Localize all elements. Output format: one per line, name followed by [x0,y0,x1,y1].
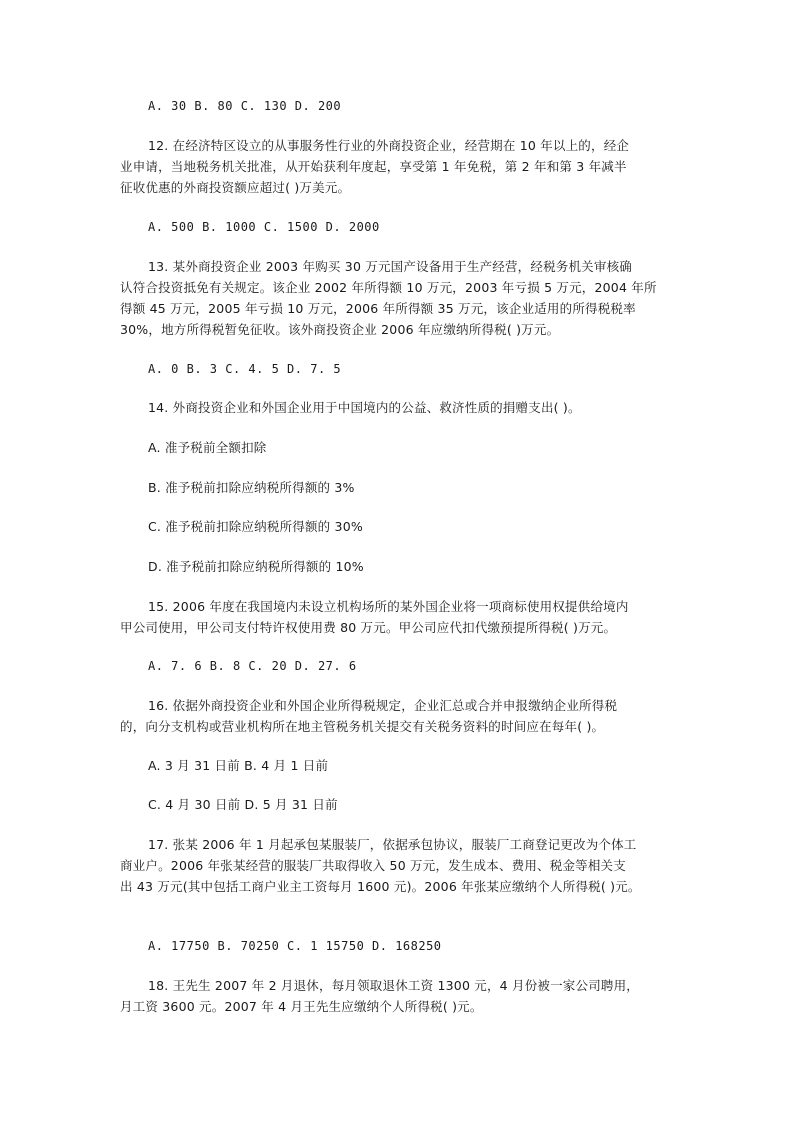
q16-options-cd: C. 4 月 30 日前 D. 5 月 31 日前 [148,797,338,812]
q16-line-2: 的，向分支机构或营业机构所在地主管税务机关提交有关税务资料的时间应在每年( )。 [120,719,605,734]
q12-line-1: 12. 在经济特区设立的从事服务性行业的外商投资企业，经营期在 10 年以上的，经企 [148,138,630,153]
q15-line-1: 15. 2006 年度在我国境内未设立机构场所的某外国企业将一项商标使用权提供给境内 [148,599,629,614]
q17-line-2: 商业户。2006 年张某经营的服装厂共取得收入 50 万元，发生成本、费用、税金等相关支 [120,858,626,873]
q15-options: A. 7. 6 B. 8 C. 20 D. 27. 6 [148,659,357,673]
q12-options: A. 500 B. 1000 C. 1500 D. 2000 [148,220,380,234]
q13-line-1: 13. 某外商投资企业 2003 年购买 30 万元国产设备用于生产经营，经税务机关审核确 [148,259,632,274]
q16-line-1: 16. 依据外商投资企业和外国企业所得税规定，企业汇总或合并申报缴纳企业所得税 [148,698,618,713]
q17-line-3: 出 43 万元(其中包括工商户业主工资每月 1600 元)。2006 年张某应缴纳个人所得税( )元。 [120,879,641,894]
q16-options-ab: A. 3 月 31 日前 B. 4 月 1 日前 [148,758,329,773]
q14-line-1: 14. 外商投资企业和外国企业用于中国境内的公益、救济性质的捐赠支出( )。 [148,400,581,415]
q14-option-b: B. 准予税前扣除应纳税所得额的 3% [148,480,355,495]
q13-options: A. 0 B. 3 C. 4. 5 D. 7. 5 [148,362,342,376]
q18-line-1: 18. 王先生 2007 年 2 月退休，每月领取退休工资 1300 元，4 月份被一家公司聘用， [148,978,639,993]
q18-line-2: 月工资 3600 元。2007 年 4 月王先生应缴纳个人所得税( )元。 [120,999,483,1014]
q14-option-a: A. 准予税前全额扣除 [148,440,267,455]
q13-line-2: 认符合投资抵免有关规定。该企业 2002 年所得额 10 万元，2003 年亏损 5 万元，2004 年所 [120,280,657,295]
q13-line-4: 30%，地方所得税暂免征收。该外商投资企业 2006 年应缴纳所得税( )万元。 [120,322,560,337]
q17-options: A. 17750 B. 70250 C. 1 15750 D. 168250 [148,939,442,953]
q15-line-2: 甲公司使用，甲公司支付特许权使用费 80 万元。甲公司应代扣代缴预提所得税( )万元。 [120,620,617,635]
q17-line-1: 17. 张某 2006 年 1 月起承包某服装厂，依据承包协议，服装厂工商登记更改为个体工 [148,837,637,852]
q12-line-3: 征收优惠的外商投资额应超过( )万美元。 [120,180,351,195]
q14-option-c: C. 准予税前扣除应纳税所得额的 30% [148,519,363,534]
q14-option-d: D. 准予税前扣除应纳税所得额的 10% [148,559,364,574]
q12-line-2: 业申请，当地税务机关批准，从开始获利年度起，享受第 1 年免税，第 2 年和第 3 年减半 [120,159,627,174]
q13-line-3: 得额 45 万元，2005 年亏损 10 万元，2006 年所得额 35 万元，该企业适用的所得税税率 [120,301,636,316]
q11-options: A. 30 B. 80 C. 130 D. 200 [148,99,342,113]
